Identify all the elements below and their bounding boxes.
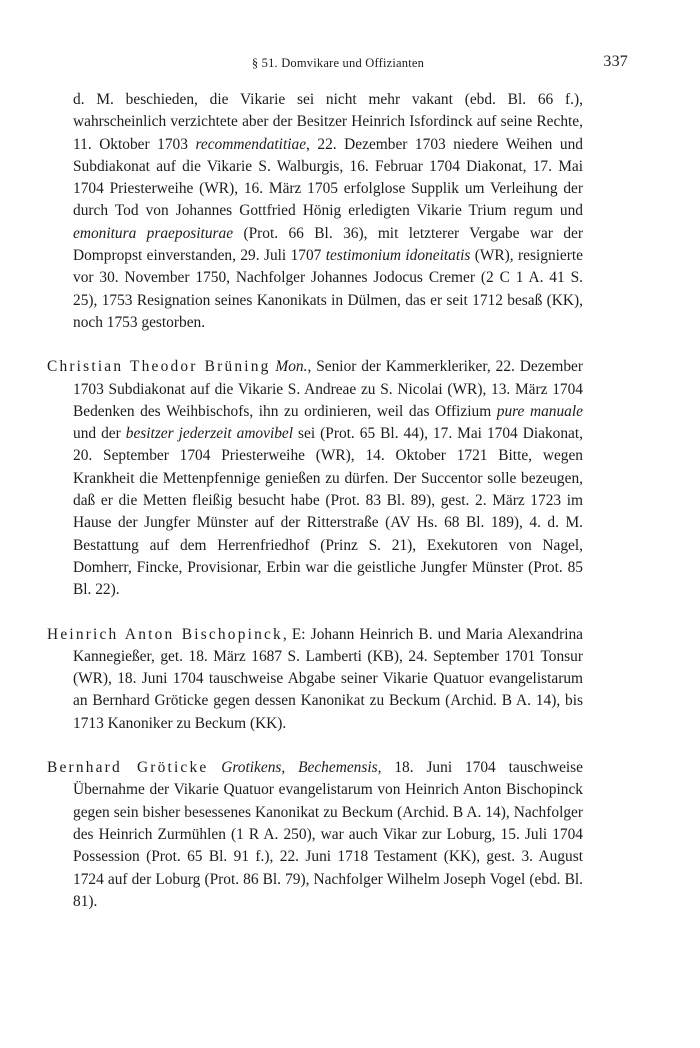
- entry-text: , 22. Dezember 1703 niedere Weihen und Subdiakonat auf die Vikarie S. Walburgis, 16. Februar 1704 Diakonat, 17. Mai 1704 Priesterweihe (WR), 16. März 1705 erfolglose Supplik um Verleihung der durch Tod von Johannes Gottfried Hönig erledigten Vikarie Trium regum und: [73, 135, 583, 220]
- italic-term: pure manuale: [496, 402, 583, 420]
- entry-text: , 18. Juni 1704 tauschweise Übernahme der Vikarie Quatuor evangelistarum von Heinrich Anton Bischopinck gegen sein bisher besessenes Kanonikat zu Beckum (Archid. B A. 14), Nachfolger des Heinrich Zurmühlen (1 R A. 250), war auch Vikar zur Loburg, 15. Juli 1704 Possession (Prot. 65 Bl. 91 f.), 22. Juni 1718 Testament (KK), gest. 3. August 1724 auf der Loburg (Prot. 86 Bl. 79), Nachfolger Wilhelm Joseph Vogel (ebd. Bl. 81).: [73, 759, 583, 910]
- biographical-entry: [47, 757, 583, 913]
- biographical-entry: [47, 624, 583, 735]
- page-number: 337: [603, 53, 628, 70]
- biographical-entry: [47, 356, 583, 601]
- entry-text: , E: Johann Heinrich B. und Maria Alexandrina Kannegießer, get. 18. März 1687 S. Lamberti (KB), 24. September 1701 Tonsur (WR), 18. Juni 1704 tauschweise Abgabe seiner Vikarie Quatuor evangelistarum an Bernhard Gröticke gegen dessen Kanonikat zu Beckum (Archid. B A. 14), bis 1713 Kanoniker zu Beckum (KK).: [73, 625, 584, 732]
- entry-text: [208, 759, 221, 776]
- entry-text: (WR), resignierte vor 30. November 1750, Nachfolger Johannes Jodocus Cremer (2 C 1 A. 41 S. 25), 1753 Resignation seines Kanonikats in Dülmen, das er seit 1712 besaß (KK), noch 1753 gestorben.: [73, 247, 583, 331]
- italic-term: Grotikens, Bechemensis: [221, 759, 378, 777]
- entry-text: , Senior der Kammerkleriker, 22. Dezember 1703 Subdiakonat auf die Vikarie S. Andreae zu S. Nicolai (WR), 13. März 1704 Bedenken des Weihbischofs, ihn zu ordinieren, weil das Offizium: [73, 358, 583, 420]
- body-text: [47, 89, 583, 935]
- entry-name: Heinrich Anton Bischopinck: [47, 625, 283, 643]
- italic-term: besitzer jederzeit amovibel: [125, 425, 294, 443]
- running-title: § 51. Domvikare und Offizianten: [251, 56, 425, 70]
- entry-name: Christian Theodor Brüning: [47, 358, 271, 376]
- italic-term: Mon.: [275, 358, 308, 376]
- italic-term: recommendatitiae: [195, 135, 307, 153]
- entry-continuation: [47, 89, 583, 334]
- italic-term: emonitura praepositurae: [73, 224, 234, 242]
- italic-term: testimonium idoneitatis: [325, 247, 471, 265]
- entry-text: (Prot. 66 Bl. 36), mit letzterer Vergabe war der Dompropst einverstanden, 29. Juli 1707: [73, 224, 583, 265]
- entry-text: sei (Prot. 65 Bl. 44), 17. Mai 1704 Diakonat, 20. September 1704 Priesterweihe (WR), 14. Oktober 1721 Bitte, wegen Krankheit die Mettenpfennige genießen zu dürfen. Der Succentor solle bezeugen, daß er die Metten fleißig besucht habe (Prot. 83 Bl. 89), gest. 2. März 1723 im Hause der Jungfer Münster auf der Ritterstraße (AV Hs. 68 Bl. 189), 4. d. M. Bestattung auf dem Herrenfriedhof (Prinz S. 21), Exekutoren von Nagel, Domherr, Fincke, Provisionar, Erbin war die geistliche Jungfer Münster (Prot. 85 Bl. 22).: [73, 425, 584, 599]
- entry-text: d. M. beschieden, die Vikarie sei nicht mehr vakant (ebd. Bl. 66 f.), wahrscheinlich verzichtete aber der Besitzer Heinrich Isfordinck auf seine Rechte, 11. Oktober 1703: [73, 91, 583, 153]
- entry-name: Bernhard Gröticke: [47, 759, 209, 777]
- entry-text: und der: [73, 425, 126, 443]
